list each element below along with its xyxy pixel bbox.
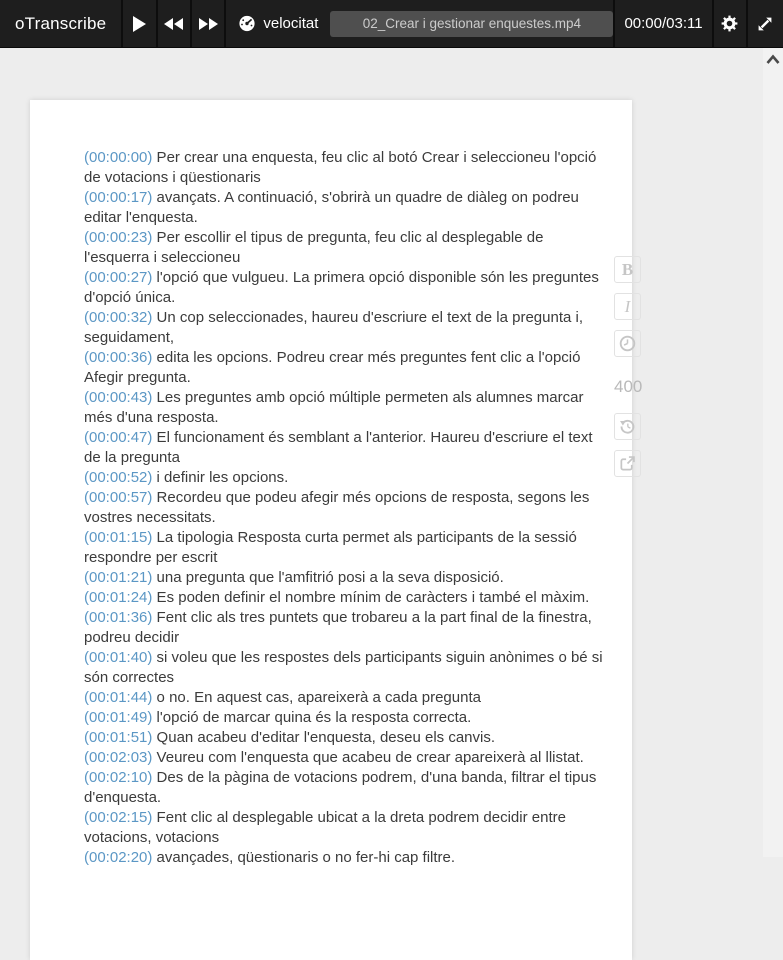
export-icon	[619, 455, 636, 472]
app-logo[interactable]: oTranscribe	[15, 13, 107, 33]
entry-text: l'opció de marcar quina és la resposta correcta.	[152, 709, 472, 726]
transcript-entry	[84, 848, 610, 868]
export-button[interactable]	[614, 450, 641, 477]
entry-text: Per crear una enquesta, feu clic al botó Crear i seleccioneu l'opció de votacions i qüestionaris	[84, 149, 597, 186]
entry-text: Un cop seleccionades, haureu d'escriure el text de la pregunta i, seguidament,	[84, 309, 584, 346]
timestamp-link[interactable]: (00:00:52)	[84, 469, 153, 486]
fast-forward-button[interactable]	[190, 0, 224, 47]
transcript-entry	[84, 428, 610, 468]
transcript-entry	[84, 528, 610, 568]
rewind-button[interactable]	[156, 0, 190, 47]
entry-text: Fent clic als tres puntets que trobareu a la part final de la finestra, podreu decidir	[84, 609, 592, 646]
entry-text: i definir les opcions.	[152, 469, 289, 486]
transcript-entry	[84, 468, 610, 488]
entry-text: Veureu com l'enquesta que acabeu de crear apareixerà al llistat.	[152, 749, 584, 766]
timestamp-link[interactable]: (00:02:10)	[84, 769, 153, 786]
entry-text: Des de la pàgina de votacions podrem, d'una banda, filtrar el tipus d'enquesta.	[84, 769, 597, 806]
timestamp-link[interactable]: (00:02:03)	[84, 749, 153, 766]
timestamp-link[interactable]: (00:02:20)	[84, 849, 153, 866]
entry-text: una pregunta que l'amfitrió posi a la seva disposició.	[152, 569, 504, 586]
transcript-entry	[84, 228, 610, 268]
filename-zone	[330, 0, 613, 47]
transcript-entry	[84, 588, 610, 608]
entry-text: si voleu que les respostes dels participants siguin anònimes o bé si són correctes	[84, 649, 603, 686]
word-count: 400	[614, 377, 643, 396]
format-toolbar	[614, 256, 642, 487]
timestamp-link[interactable]: (00:02:15)	[84, 809, 153, 826]
timestamp-link[interactable]: (00:00:32)	[84, 309, 153, 326]
entry-text: El funcionament és semblant a l'anterior. Haureu d'escriure el text de la pregunta	[84, 429, 593, 466]
transcript-entry	[84, 748, 610, 768]
fullscreen-button[interactable]	[746, 0, 783, 47]
timestamp-link[interactable]: (00:00:23)	[84, 229, 153, 246]
transcript-entry	[84, 488, 610, 528]
tachometer-icon	[238, 15, 256, 32]
settings-button[interactable]	[712, 0, 746, 47]
transcript-editor[interactable]	[30, 100, 632, 960]
timestamp-link[interactable]: (00:01:21)	[84, 569, 153, 586]
entry-text: edita les opcions. Podreu crear més preguntes fent clic a l'opció Afegir pregunta.	[84, 349, 581, 386]
transcript-entry	[84, 568, 610, 588]
entry-text: Fent clic al desplegable ubicat a la dreta podrem decidir entre votacions, votacions	[84, 809, 566, 846]
speed-label: velocitat	[263, 15, 319, 32]
transcript-entry	[84, 608, 610, 648]
entry-text: o no. En aquest cas, apareixerà a cada pregunta	[152, 689, 481, 706]
timestamp-link[interactable]: (00:00:00)	[84, 149, 153, 166]
timestamp-link[interactable]: (00:00:36)	[84, 349, 153, 366]
timestamp-link[interactable]: (00:00:27)	[84, 269, 153, 286]
entry-text: Es poden definir el nombre mínim de caràcters i també el màxim.	[152, 589, 590, 606]
entry-text: Recordeu que podeu afegir més opcions de resposta, segons les vostres necessitats.	[84, 489, 590, 526]
transcript-entry	[84, 348, 610, 388]
entry-text: Les preguntes amb opció múltiple permeten als alumnes marcar més d'una resposta.	[84, 389, 584, 426]
page-scrollbar[interactable]	[763, 48, 783, 857]
speed-control-button[interactable]	[224, 0, 330, 47]
entry-text: avançats. A continuació, s'obrirà un quadre de diàleg on podreu editar l'enquesta.	[84, 189, 579, 226]
transcript-entry	[84, 388, 610, 428]
bold-button[interactable]: B	[614, 256, 641, 283]
player-toolbar	[0, 0, 783, 48]
gear-icon	[721, 15, 738, 32]
timestamp-link[interactable]: (00:01:51)	[84, 729, 153, 746]
transcript-entry	[84, 768, 610, 808]
timestamp-link[interactable]: (00:01:44)	[84, 689, 153, 706]
timestamp-link[interactable]: (00:00:17)	[84, 189, 153, 206]
expand-arrows-icon	[757, 16, 773, 32]
media-title: 02_Crear i gestionar enquestes.mp4	[330, 11, 613, 37]
transcript-entry	[84, 188, 610, 228]
play-icon	[133, 16, 146, 32]
fast-forward-icon	[199, 18, 208, 30]
clock-icon	[619, 335, 636, 352]
entry-text: La tipologia Resposta curta permet als participants de la sessió respondre per escrit	[84, 529, 577, 566]
timestamp-link[interactable]: (00:00:43)	[84, 389, 153, 406]
chevron-up-icon[interactable]	[765, 53, 781, 67]
insert-timestamp-button[interactable]	[614, 330, 641, 357]
history-icon	[619, 418, 636, 435]
timestamp-link[interactable]: (00:00:57)	[84, 489, 153, 506]
editor-area	[0, 48, 783, 866]
timestamp-link[interactable]: (00:01:36)	[84, 609, 153, 626]
timestamp-link[interactable]: (00:01:40)	[84, 649, 153, 666]
entry-text: Quan acabeu d'editar l'enquesta, deseu els canvis.	[152, 729, 496, 746]
entry-text: l'opció que vulgueu. La primera opció disponible són les preguntes d'opció única.	[84, 269, 599, 306]
rewind-icon	[164, 18, 173, 30]
transcript-entry	[84, 728, 610, 748]
timestamp-link[interactable]: (00:01:24)	[84, 589, 153, 606]
timestamp-link[interactable]: (00:01:15)	[84, 529, 153, 546]
timestamp-link[interactable]: (00:01:49)	[84, 709, 153, 726]
entry-text: avançades, qüestionaris o no fer-hi cap filtre.	[152, 849, 456, 866]
transcript-entry	[84, 268, 610, 308]
history-button[interactable]	[614, 413, 641, 440]
timestamp-link[interactable]: (00:00:47)	[84, 429, 153, 446]
transcript-entry	[84, 688, 610, 708]
entry-text: Per escollir el tipus de pregunta, feu clic al desplegable de l'esquerra i seleccioneu	[84, 229, 544, 266]
transcript-entry	[84, 808, 610, 848]
italic-button[interactable]: I	[614, 293, 641, 320]
transcript-entry	[84, 308, 610, 348]
transcript	[84, 148, 610, 868]
time-display: 00:00/03:11	[613, 0, 711, 47]
transcript-entry	[84, 648, 610, 688]
transcript-entry	[84, 708, 610, 728]
play-button[interactable]	[121, 0, 155, 47]
transcript-entry	[84, 148, 610, 188]
